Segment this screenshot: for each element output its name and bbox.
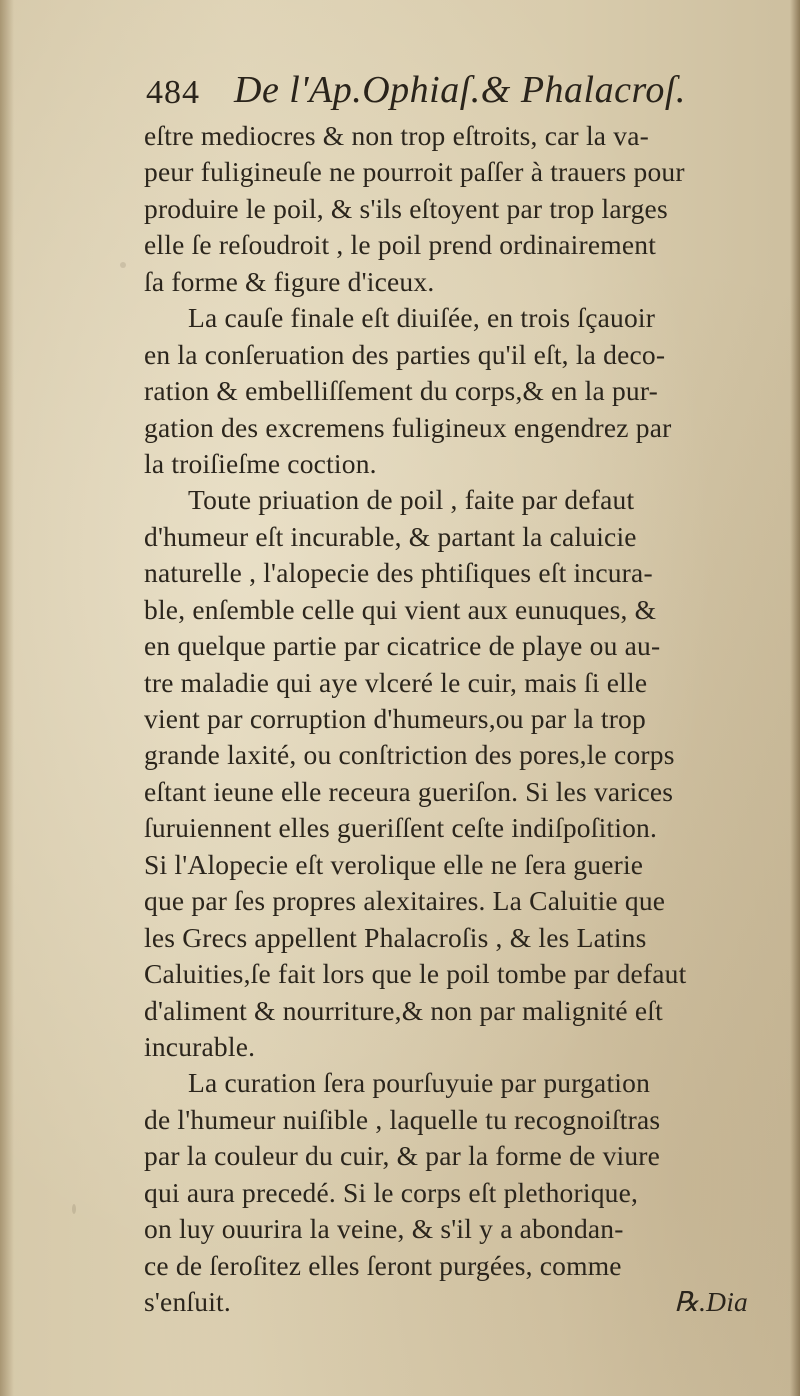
text-line: Caluities,ſe fait lors que le poil tombe par defaut [144,958,687,990]
text-line: gation des excremens fuligineux engendrez par [144,411,672,443]
page-number: 484 [146,74,200,111]
page-right-edge [790,0,800,1396]
text-line: grande laxité, ou conſtriction des pores,le corps [144,739,675,771]
text-line: d'aliment & nourriture,& non par malignité eſt [144,994,663,1026]
text-line: en la conſeruation des parties qu'il eſt, la deco- [144,338,666,370]
text-line: La curation ſera pourſuyuie par purgation [188,1067,651,1099]
text-line: tre maladie qui aye vlceré le cuir, mais ſi elle [144,666,648,698]
text-line: Toute priuation de poil , faite par defaut [188,484,635,516]
text-line: que par ſes propres alexitaires. La Caluitie que [144,885,666,917]
text-line: elle ſe reſoudroit , le poil prend ordinairement [144,229,657,261]
text-line: Si l'Alopecie eſt verolique elle ne ſera guerie [144,848,644,880]
running-title: De l'Ap.Ophiaſ.& Phalacroſ. [234,69,686,111]
body-text [144,118,764,1320]
text-line: incurable. [144,1030,256,1062]
text-line: ration & embelliſſement du corps,& en la pur- [144,375,659,407]
text-line: ble, enſemble celle qui vient aux eunuques, & [144,593,657,625]
last-line [144,1284,748,1320]
text-line: qui aura precedé. Si le corps eſt plethorique, [144,1176,639,1208]
text-line: en quelque partie par cicatrice de playe ou au- [144,630,661,662]
text-line: vient par corruption d'humeurs,ou par la trop [144,703,646,734]
text-line: eſtant ieune elle receura gueriſon. Si les varices [144,775,674,807]
text-line: produire le poil, & s'ils eſtoyent par trop larges [144,192,668,224]
ink-spot [72,1204,76,1214]
ink-spot [120,262,126,268]
text-line: La cauſe finale eſt diuiſée, en trois ſçauoir [188,302,656,334]
page-left-edge [0,0,14,1396]
text-line: d'humeur eſt incurable, & partant la caluicie [144,520,637,552]
text-line: de l'humeur nuiſible , laquelle tu recognoiſtras [144,1103,661,1135]
text-line: peur fuligineuſe ne pourroit paſſer à trauers pour [144,156,685,188]
text-line: ce de ſeroſitez elles ſeront purgées, comme [144,1249,622,1281]
text-line: s'enſuit. [144,1286,231,1317]
text-line: les Grecs appellent Phalacroſis , & les Latins [144,921,647,953]
text-line: naturelle , l'alopecie des phtiſiques eſt incura- [144,557,653,589]
text-line: eſtre mediocres & non trop eſtroits, car la va- [144,120,649,151]
running-head [146,68,746,120]
text-line: par la couleur du cuir, & par la forme de viure [144,1140,661,1172]
text-line: la troiſieſme coction. [144,447,377,479]
text-line: on luy ouurira la veine, & s'il y a abondan- [144,1213,624,1245]
text-line: ſuruiennent elles gueriſſent ceſte indiſpoſition. [144,812,658,844]
catchword: ℞.Dia [674,1286,748,1317]
text-line: ſa forme & figure d'iceux. [144,265,435,297]
